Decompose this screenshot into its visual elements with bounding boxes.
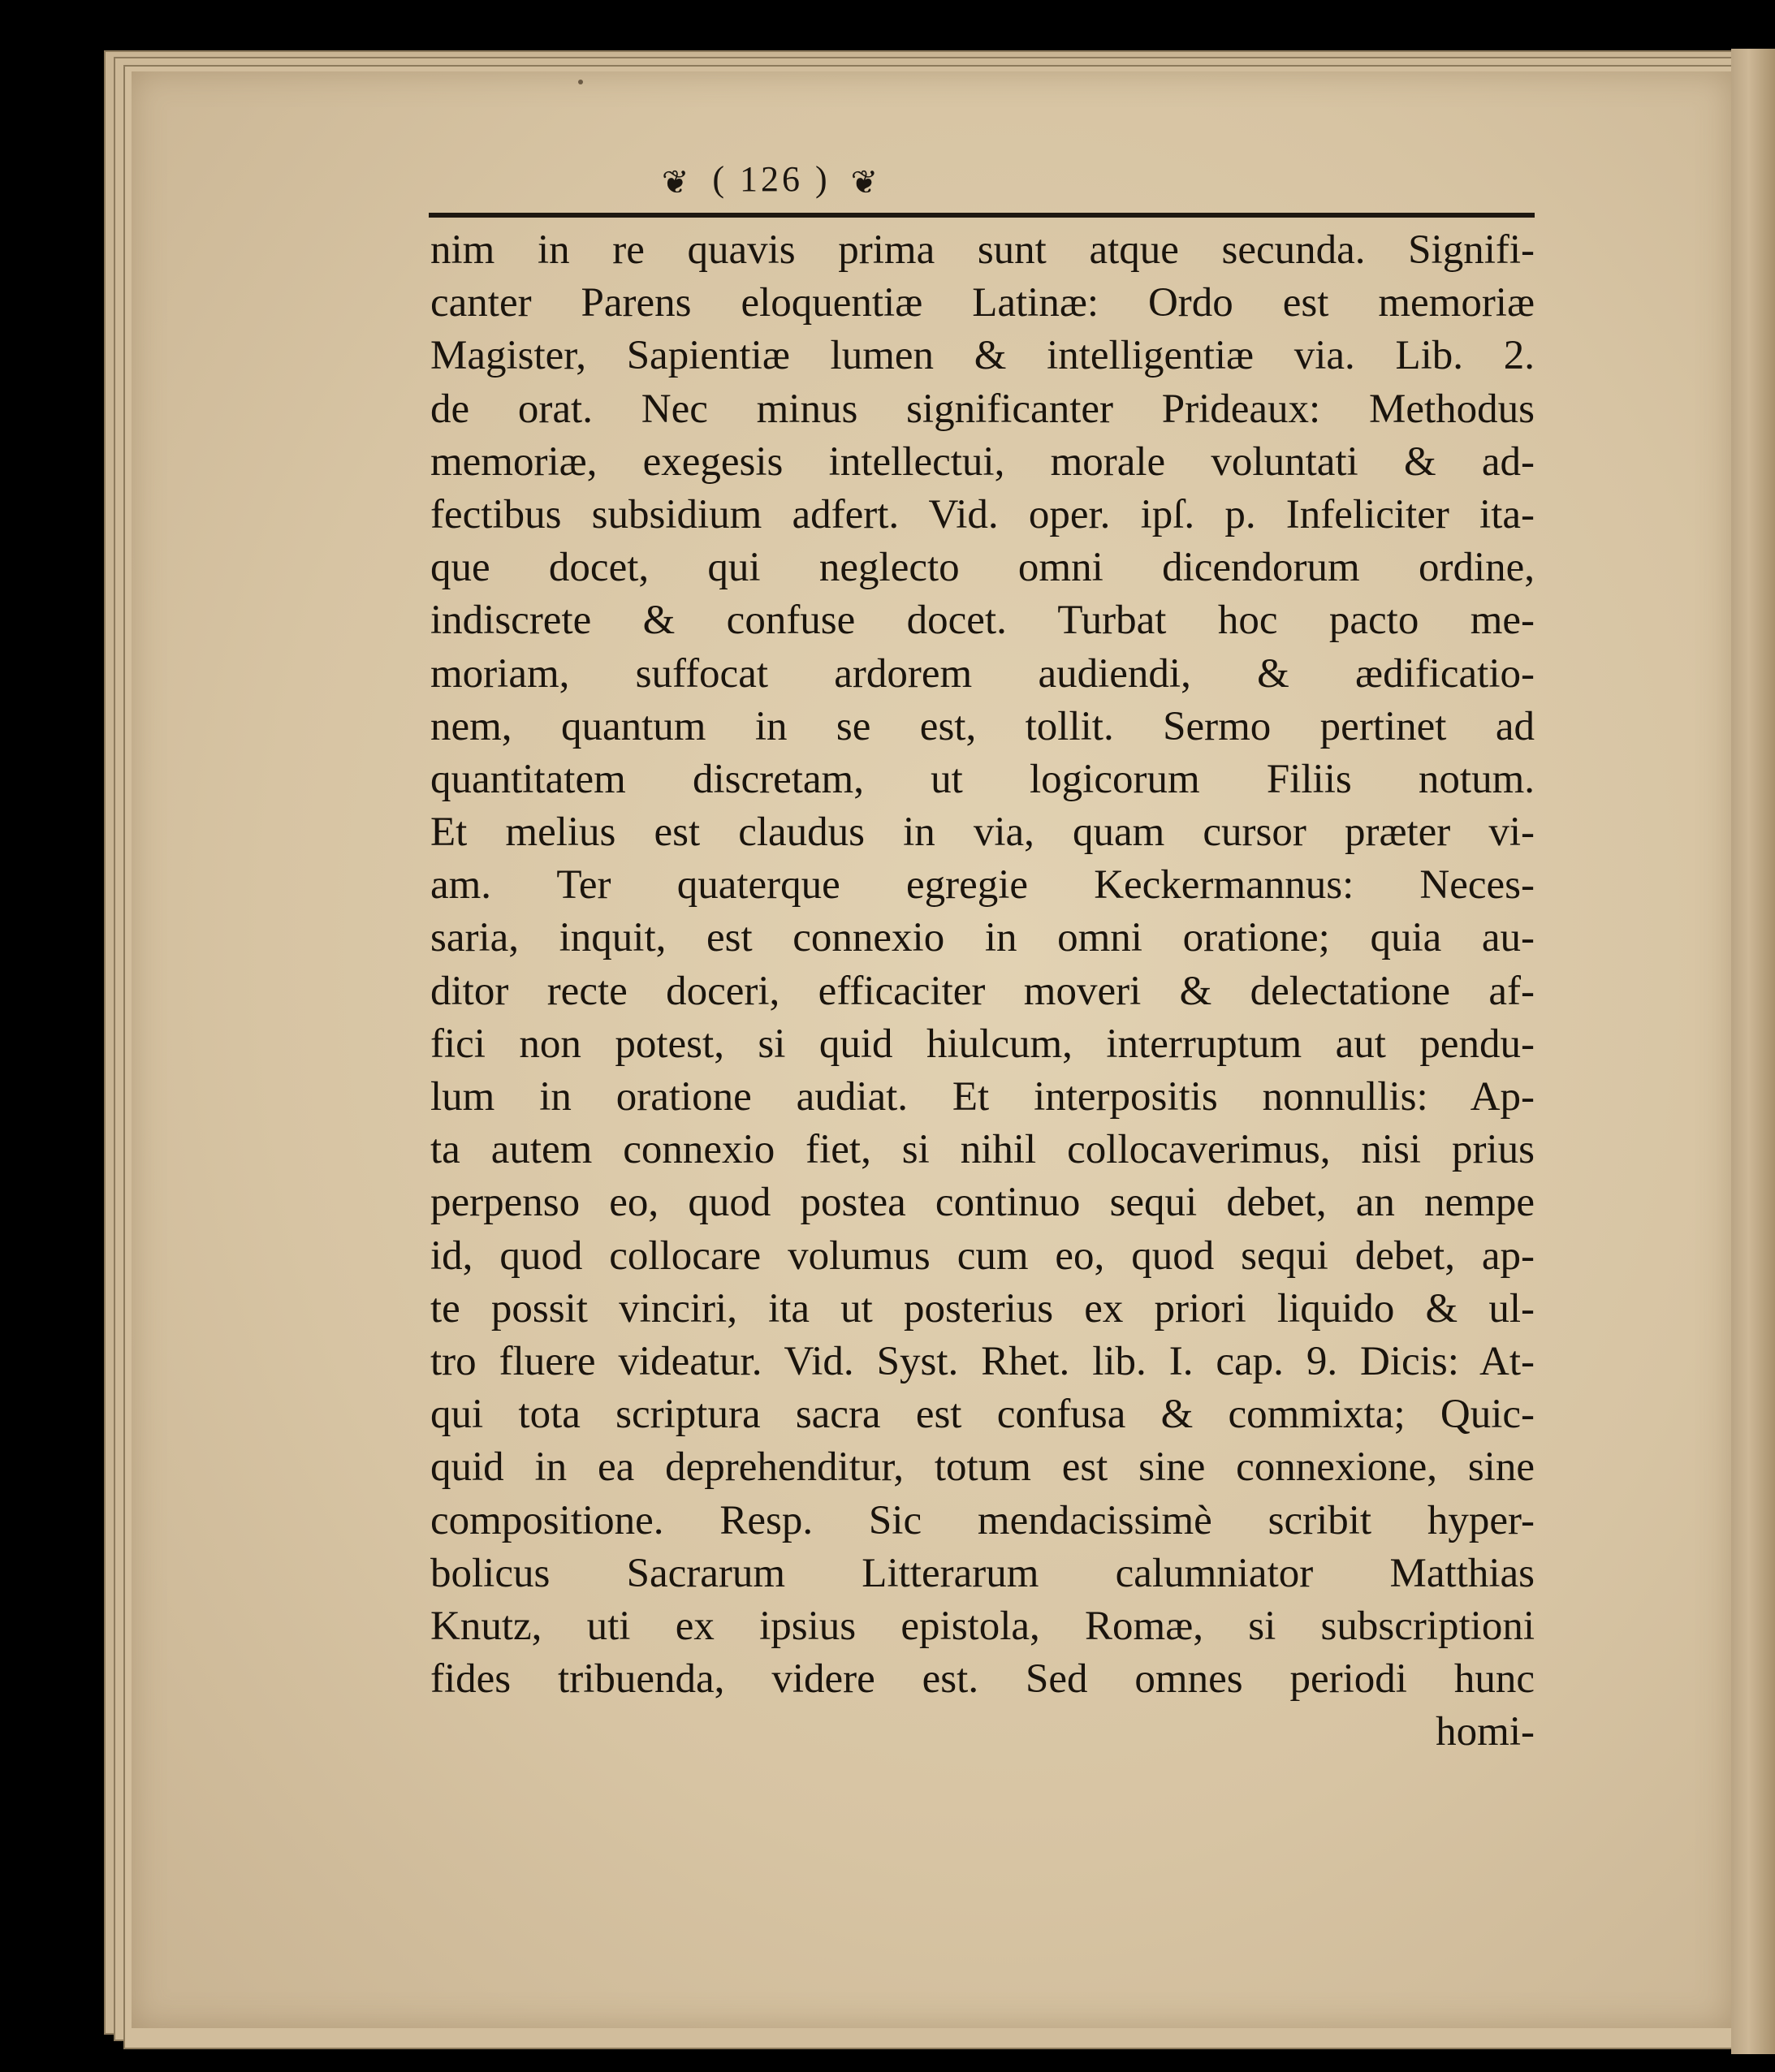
text-line: de orat. Nec minus significanter Prideaux: Methodus <box>430 386 1535 432</box>
text-line: bolicus Sacrarum Litterarum calumniator Matthias <box>430 1550 1535 1596</box>
text-line: perpenso eo, quod postea continuo sequi debet, an nempe <box>430 1180 1535 1226</box>
catchword: homi- <box>1436 1709 1535 1755</box>
text-line: moriam, suffocat ardorem audiendi, & ædificatio- <box>430 650 1535 697</box>
text-line: fides tribuenda, videre est. Sed omnes periodi hunc <box>430 1656 1535 1703</box>
text-line: canter Parens eloquentiæ Latinæ: Ordo est memoriæ <box>430 280 1535 326</box>
text-line: ditor recte doceri, efficaciter moveri & delectatione af- <box>430 968 1535 1014</box>
next-leaf-edge <box>1731 49 1775 2054</box>
text-line: que docet, qui neglecto omni dicendorum ordine, <box>430 545 1535 591</box>
text-line: tro fluere videatur. Vid. Syst. Rhet. lib. I. cap. 9. Dicis: At- <box>430 1338 1535 1384</box>
running-header <box>406 158 1137 215</box>
text-line: Et melius est claudus in via, quam cursor præter vi- <box>430 809 1535 856</box>
text-line: ta autem connexio fiet, si nihil collocaverimus, nisi prius <box>430 1127 1535 1173</box>
right-ornament-icon: ❦ <box>850 164 882 201</box>
text-line: lum in oratione audiat. Et interpositis nonnullis: Ap- <box>430 1074 1535 1120</box>
text-line: am. Ter quaterque egregie Keckermannus: Neces- <box>430 862 1535 909</box>
text-line: nem, quantum in se est, tollit. Sermo pertinet ad <box>430 703 1535 749</box>
text-line: id, quod collocare volumus cum eo, quod sequi debet, ap- <box>430 1232 1535 1279</box>
text-line: indiscrete & confuse docet. Turbat hoc pacto me- <box>430 598 1535 644</box>
text-line: quantitatem discretam, ut logicorum Filiis notum. <box>430 756 1535 802</box>
text-line: Knutz, uti ex ipsius epistola, Romæ, si subscriptioni <box>430 1603 1535 1649</box>
text-line: Magister, Sapientiæ lumen & intelligentiæ via. Lib. 2. <box>430 333 1535 379</box>
dust-speck <box>578 80 583 84</box>
body-text <box>430 224 1535 1759</box>
text-line: compositione. Resp. Sic mendacissimè scribit hyper- <box>430 1497 1535 1543</box>
page-number: ( 126 ) <box>712 159 831 199</box>
text-line: memoriæ, exegesis intellectui, morale voluntati & ad- <box>430 438 1535 485</box>
left-ornament-icon: ❦ <box>661 164 693 201</box>
text-line: fici non potest, si quid hiulcum, interruptum aut pendu- <box>430 1021 1535 1067</box>
text-line: nim in re quavis prima sunt atque secunda. Signifi- <box>430 227 1535 273</box>
header-rule <box>429 213 1535 218</box>
text-line: te possit vinciri, ita ut posterius ex priori liquido & ul- <box>430 1285 1535 1332</box>
text-line: quid in ea deprehenditur, totum est sine connexione, sine <box>430 1444 1535 1491</box>
text-line: qui tota scriptura sacra est confusa & commixta; Quic- <box>430 1392 1535 1438</box>
text-line: fectibus subsidium adfert. Vid. oper. ipſ. p. Infeliciter ita- <box>430 491 1535 537</box>
text-line: saria, inquit, est connexio in omni oratione; quia au- <box>430 915 1535 961</box>
